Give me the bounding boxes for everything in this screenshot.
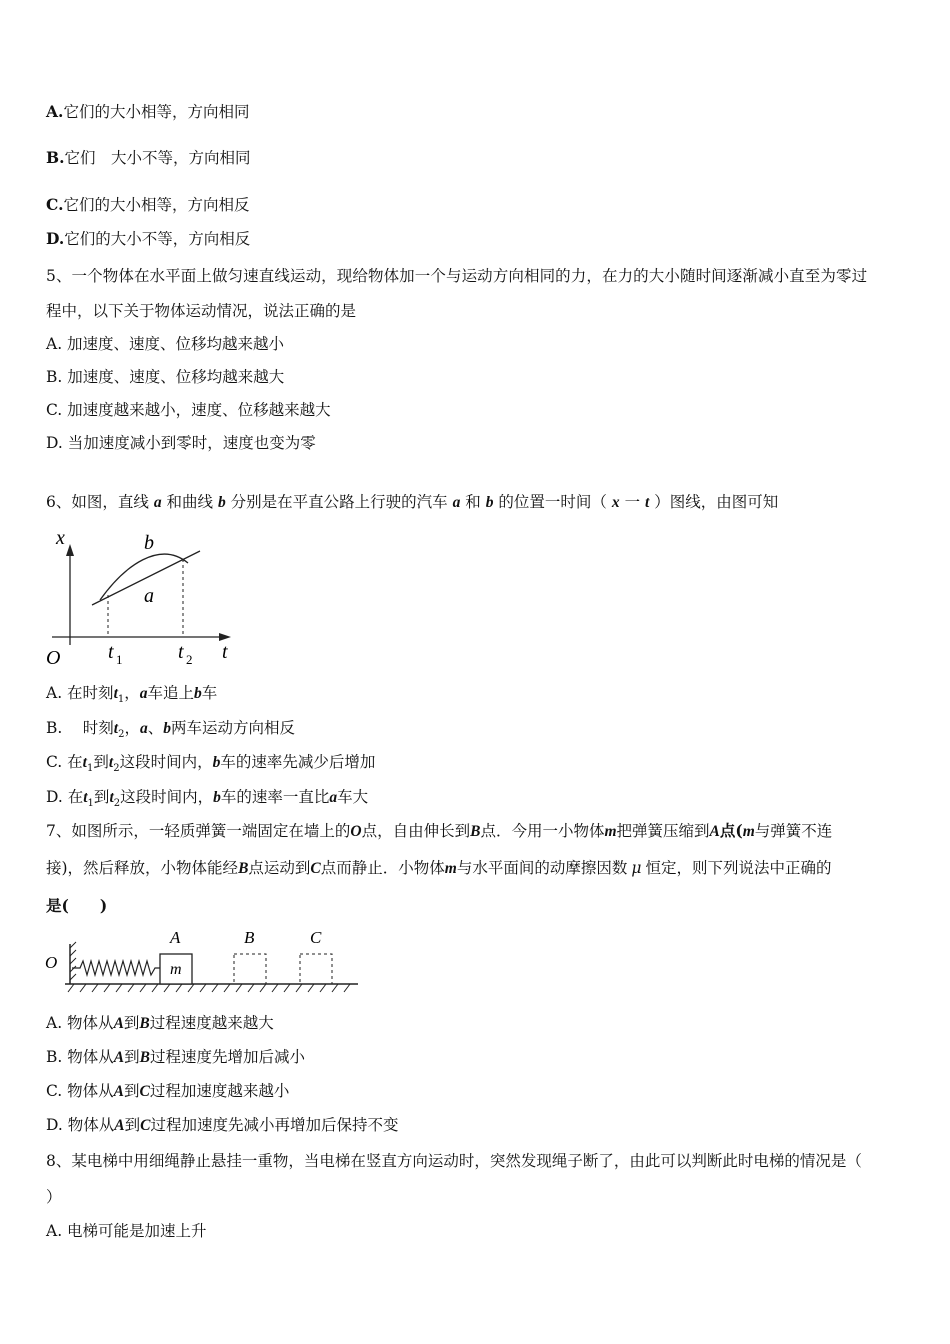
origin-label: O [46,647,61,669]
var-a: a [329,789,338,806]
q6-stem-text: 一 [624,493,641,511]
y-axis-arrow [66,544,74,556]
label-c: C [310,928,322,947]
var-m: m [444,860,457,877]
spring-block-figure [40,922,360,997]
q6-stem-text: 和曲线 [166,493,214,511]
subscript: 1 [87,798,94,810]
option-text: B. 物体从 [46,1048,114,1066]
option-text: D. 在 [46,788,84,806]
q6-option-d [46,787,910,814]
var-b: b [213,789,221,806]
option-text: 过程加速度先减小再增加后保持不变 [150,1116,399,1134]
option-text: 车的速率一直比 [220,788,330,806]
q7-stem-text: 与水平面间的动摩擦因数 [456,859,628,877]
axis-label-x: x [56,527,65,549]
q7-stem-line3: 是( ) [46,896,108,915]
var-a: a [153,494,162,511]
var-t: t [113,720,119,737]
var-b: b [163,720,171,737]
var-x: x [611,494,620,511]
tick-label-t2: t [178,641,184,663]
var-a: A [709,823,720,840]
option-text: A. 在时刻 [46,684,114,702]
q7-stem-text: 接)，然后释放，小物体能经 [46,859,239,877]
q5-stem-line1: 5、一个物体在水平面上做匀速直线运动，现给物体加一个与运动方向相同的力，在力的大小随时间逐渐减小直至为零过 [46,267,868,285]
q4-option-c [46,195,910,215]
label-a: A [170,928,181,947]
var-t: t [108,754,114,771]
position-c-box [300,954,332,984]
var-a: a [452,494,461,511]
q4-option-d [46,229,910,249]
option-text: C. 物体从 [46,1082,114,1100]
var-c: C [139,1083,150,1100]
var-o: O [350,823,362,840]
q6-stem [46,492,910,513]
label-m: m [170,961,182,978]
q7-stem-text: 点运动到 [248,859,311,877]
var-mu: μ [631,859,642,877]
q6-stem-text: 的位置一时间（ [498,493,607,511]
q4-option-b [46,148,910,168]
var-a: a [139,720,148,737]
q7-option-d [46,1115,910,1136]
option-text: B. 时刻 [46,719,114,737]
q7-stem-line1 [46,821,910,842]
x-t-graph-figure [40,520,240,670]
q6-stem-text: ）图线，由图可知 [654,493,779,511]
var-a: A [114,1117,125,1134]
option-text: 到 [123,1014,140,1032]
option-text: 到 [93,753,109,771]
option-text: 它们 大小不等，方向相同 [64,149,251,167]
q8-stem-line1: 8、某电梯中用细绳静止悬挂一重物，当电梯在竖直方向运动时，突然发现绳子断了，由此可以判断此时电梯的情况是（ [46,1152,862,1170]
option-text: 过程加速度越来越小 [149,1082,290,1100]
var-t: t [109,789,114,806]
q7-stem-text: 把弹簧压缩到 [616,822,710,840]
subscript: 2 [118,729,125,741]
curve-label-b: b [144,532,154,554]
var-b: b [194,685,202,702]
option-text: 这段时间内， [120,788,214,806]
q7-option-a [46,1013,910,1034]
option-text: ， [124,684,140,702]
q7-option-c [46,1081,910,1102]
option-text: 过程速度越来越大 [149,1014,274,1032]
var-b: B [238,860,249,877]
option-text: 车大 [337,788,369,806]
var-m: m [742,823,755,840]
option-text: 到 [124,1048,140,1066]
q6-stem-text: 分别是在平直公路上行驶的汽车 [230,493,448,511]
option-text: 到 [124,1082,140,1100]
q6-option-c [46,752,910,779]
option-text: 到 [124,1116,141,1134]
q7-stem-text: 点．今用一小物体 [480,822,605,840]
t-axis-arrow [219,633,231,641]
var-c: C [140,1117,151,1134]
option-letter: C. [46,195,64,214]
floor-hatching [68,984,350,992]
option-letter: A. [46,102,64,121]
var-b: B [470,823,481,840]
tick-label-t1: t [108,641,114,663]
option-text: 它们的大小相等，方向相同 [63,103,250,121]
var-b: b [217,494,226,511]
option-text: 过程速度先增加后减小 [149,1048,305,1066]
option-text: 车的速率先减少后增加 [220,753,376,771]
option-text: D. 物体从 [46,1116,115,1134]
q7-stem-text: 点，自由伸长到 [361,822,471,840]
option-text: 它们的大小不等，方向相反 [64,230,251,248]
q6-option-a [46,683,910,710]
subscript: 1 [117,694,125,706]
tick-label-t2-sub: 2 [186,652,193,667]
var-t: t [113,685,118,702]
option-text: ， [124,719,140,737]
q5-stem-line2: 程中，以下关于物体运动情况，说法正确的是 [46,302,357,320]
q7-stem-text: 点( [719,821,743,840]
label-o: O [45,953,58,972]
subscript: 1 [86,763,94,775]
q8-stem-line2: ） [46,1188,62,1206]
option-text: 车 [201,684,218,702]
line-label-a: a [144,585,154,607]
axis-label-t: t [222,641,228,663]
subscript: 2 [113,763,120,775]
var-b: b [212,754,221,771]
option-text: 到 [93,788,110,806]
q7-stem-text: 点而静止．小物体 [320,859,445,877]
spring [72,961,160,975]
q7-option-b [46,1047,910,1068]
var-t: t [645,494,650,511]
option-text: 、 [147,719,164,737]
q7-stem-text: 7、如图所示，一轻质弹簧一端固定在墙上的 [46,822,351,840]
q6-stem-text: 6、如图，直线 [46,493,149,511]
tick-label-t1-sub: 1 [116,652,123,667]
var-b: B [139,1049,150,1066]
option-text: 它们的大小相等，方向相反 [63,196,250,214]
var-m: m [604,823,617,840]
var-a: A [113,1049,125,1066]
q5-option-c: C. 加速度越来越小，速度、位移越来越大 [46,401,331,419]
var-c: C [310,860,321,877]
q6-option-b [46,718,910,745]
option-text: 这段时间内， [119,753,213,771]
var-t: t [83,789,88,806]
option-text: C. 在 [46,753,83,771]
label-b: B [244,928,255,947]
option-text: A. 物体从 [46,1014,114,1032]
q5-option-a: A. 加速度、速度、位移均越来越小 [46,335,285,353]
position-b-box [234,954,266,984]
wall-hatching [70,942,76,980]
var-b: b [485,494,494,511]
var-a: a [139,685,148,702]
option-text: 两车运动方向相反 [170,719,295,737]
q4-option-a [46,102,910,122]
q7-stem-text: 与弹簧不连 [754,822,833,840]
var-b: B [139,1015,150,1032]
q6-stem-text: 和 [465,493,481,511]
var-a: A [113,1083,125,1100]
q7-stem-text: 恒定，则下列说法中正确的 [645,859,832,877]
var-t: t [82,754,87,771]
var-a: A [113,1015,124,1032]
option-letter: B. [46,148,65,167]
q8-option-a: A. 电梯可能是加速上升 [46,1222,207,1240]
subscript: 2 [113,798,121,810]
option-text: 车追上 [147,684,195,702]
q5-option-b: B. 加速度、速度、位移均越来越大 [46,368,285,386]
q7-stem-line2 [46,858,910,879]
q5-option-d: D. 当加速度减小到零时，速度也变为零 [46,434,316,452]
option-letter: D. [46,229,65,248]
